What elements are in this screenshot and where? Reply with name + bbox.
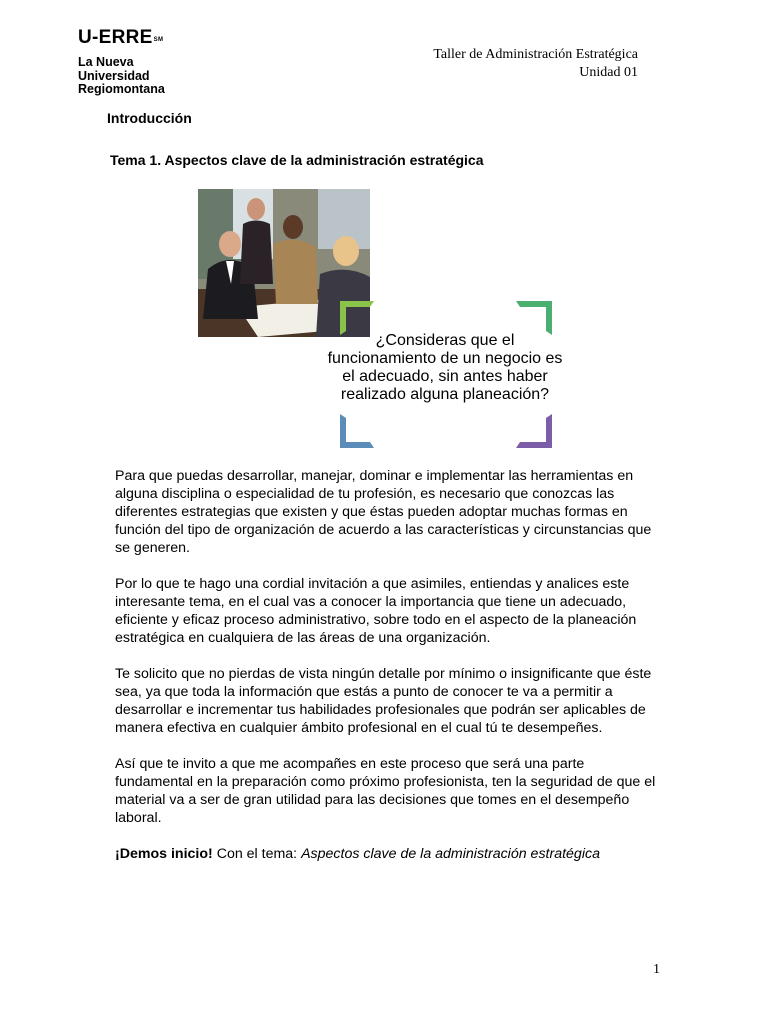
logo-service-mark: SM	[153, 37, 164, 43]
quote-line-4: realizado alguna planeación?	[340, 386, 550, 403]
body-text	[115, 467, 660, 881]
corner-bottom-right	[516, 414, 552, 448]
quote-line-1: ¿Consideras que el	[375, 332, 515, 349]
page-number: 1	[653, 962, 660, 977]
corner-bottom-left	[340, 414, 374, 448]
unit-label: Unidad 01	[579, 65, 638, 80]
paragraph-1: Para que puedas desarrollar, manejar, dominar e implementar las herramientas en alguna disciplina o especialidad de tu profesión, es necesario que conozcas las diferentes estrategias que existen y que éstas pueden adoptar muchas formas en función del tipo de organización de acuerdo a las características y circunstancias que se generen.	[115, 468, 652, 556]
demos-inicio: ¡Demos inicio!	[115, 846, 213, 862]
corner-top-right	[516, 301, 552, 335]
quote-line-2: funcionamiento de un negocio es	[327, 350, 563, 367]
paragraph-2: Por lo que te hago una cordial invitación a que asimiles, entiendas y analices este interesante tema, en el cual vas a conocer la importancia que tiene un adecuado, eficiente y eficaz proceso administrativo, sobre todo en el aspecto de la planeación estratégica en cualquiera de las áreas de una organización.	[115, 576, 637, 646]
logo-line-1: La Nueva	[78, 55, 134, 69]
logo-brand-text: U-ERRE	[78, 27, 153, 48]
logo-brand	[78, 28, 165, 48]
intro-heading: Introducción	[107, 110, 192, 126]
paragraph-3: Te solicito que no pierdas de vista ningún detalle por mínimo o insignificante que éste sea, ya que toda la información que estás a punto de conocer te va a permitir a desarrollar e incrementar tus habilidades profesionales que podrán ser aplicables de manera efectiva en cualquier ámbito profesional en el cual tú te desempeñes.	[115, 666, 652, 736]
document-header	[433, 46, 638, 82]
course-title: Taller de Administración Estratégica	[433, 47, 638, 62]
tema-heading: Tema 1. Aspectos clave de la administración estratégica	[110, 152, 484, 168]
logo-line-2: Universidad	[78, 68, 150, 83]
uerre-logo	[78, 28, 165, 97]
corner-top-left	[340, 301, 374, 335]
logo-subtitle	[78, 56, 165, 97]
paragraph-4: Así que te invito a que me acompañes en este proceso que será una parte fundamental en la preparación como próximo profesionista, ten la seguridad de que el material va a ser de gran utilidad para las decisiones que tomes en el desempeño laboral.	[115, 756, 656, 826]
topic-name: Aspectos clave de la administración estratégica	[301, 846, 600, 862]
con-el-tema: Con el tema:	[212, 846, 302, 862]
paragraph-5	[115, 845, 660, 863]
logo-line-3: Regiomontana	[78, 82, 165, 96]
quote-line-3: el adecuado, sin antes haber	[342, 368, 548, 385]
quote-question	[305, 332, 585, 404]
